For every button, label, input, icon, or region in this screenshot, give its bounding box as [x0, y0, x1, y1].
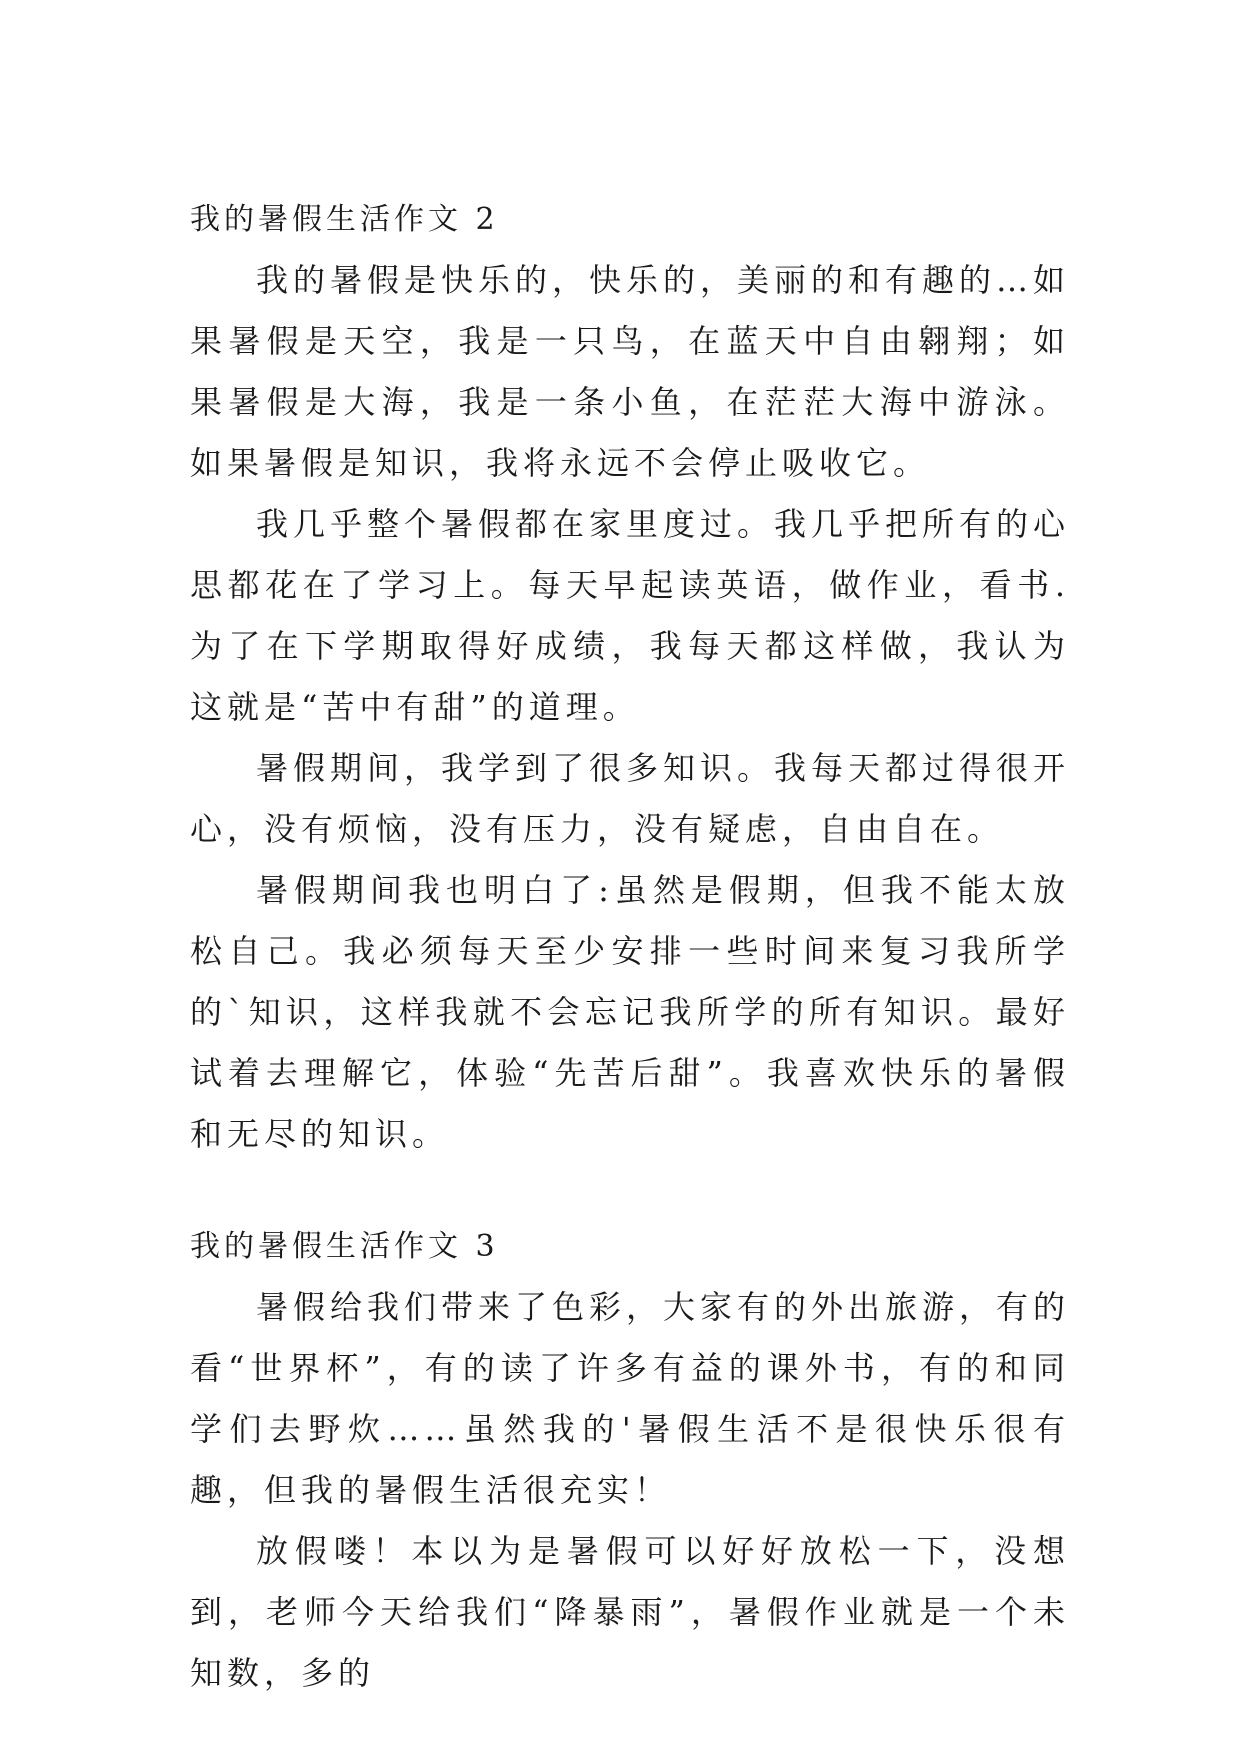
section-title: 我的暑假生活作文 2 [190, 202, 499, 237]
essay-section-3 [190, 1217, 1070, 1704]
section-title: 我的暑假生活作文 3 [190, 1229, 499, 1264]
essay-section-2 [190, 190, 1070, 1165]
paragraph: 暑假期间，我学到了很多知识。我每天都过得很开心，没有烦恼，没有压力，没有疑虑，自由自在。 [190, 749, 1071, 848]
paragraph: 我几乎整个暑假都在家里度过。我几乎把所有的心思都花在了学习上。每天早起读英语，做作业，看书.为了在下学期取得好成绩，我每天都这样做，我认为这就是“苦中有甜”的道理。 [190, 505, 1071, 726]
paragraph: 暑假期间我也明白了:虽然是假期，但我不能太放松自己。我必须每天至少安排一些时间来复习我所学的`知识，这样我就不会忘记我所学的所有知识。最好试着去理解它，体验“先苦后甜”。我喜欢快乐的暑假和无尽的知识。 [190, 871, 1070, 1153]
paragraph: 我的暑假是快乐的，快乐的，美丽的和有趣的…如果暑假是天空，我是一只鸟，在蓝天中自由翱翔；如果暑假是大海，我是一条小鱼，在茫茫大海中游泳。如果暑假是知识，我将永远不会停止吸收它。 [190, 261, 1071, 482]
paragraph: 暑假给我们带来了色彩，大家有的外出旅游，有的看“世界杯”，有的读了许多有益的课外书，有的和同学们去野炊……虽然我的'暑假生活不是很快乐很有趣，但我的暑假生活很充实！ [190, 1288, 1071, 1509]
document-page [190, 190, 1070, 1704]
paragraph: 放假喽！本以为是暑假可以好好放松一下，没想到，老师今天给我们“降暴雨”，暑假作业就是一个未知数，多的 [190, 1532, 1070, 1692]
